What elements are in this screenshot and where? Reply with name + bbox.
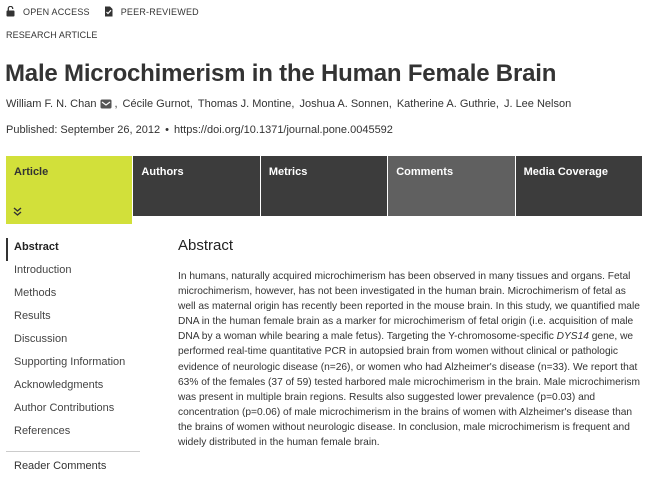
- sidebar-item-references[interactable]: References: [14, 425, 71, 437]
- tab-label: Article: [14, 166, 49, 178]
- double-chevron-down-icon: [13, 207, 22, 216]
- sidebar-item-abstract[interactable]: Abstract: [6, 238, 140, 261]
- tab-label: Authors: [141, 166, 184, 178]
- sidebar-item-acknowledgments[interactable]: Acknowledgments: [14, 379, 104, 391]
- author-name[interactable]: William F. N. Chan: [6, 98, 97, 110]
- author-name[interactable]: J. Lee Nelson: [503, 98, 572, 110]
- author-separator: ,: [291, 98, 295, 110]
- email-icon[interactable]: [100, 99, 112, 109]
- sidebar-item-results[interactable]: Results: [14, 310, 51, 322]
- author-list: [6, 98, 571, 110]
- article-tabs: [6, 156, 642, 216]
- peer-reviewed-icon: [104, 6, 113, 17]
- article-type: RESEARCH ARTICLE: [6, 30, 98, 40]
- tab-media-coverage[interactable]: [516, 156, 642, 216]
- author-name[interactable]: Katherine A. Guthrie: [396, 98, 496, 110]
- tab-label: Comments: [396, 166, 454, 178]
- abstract-heading: Abstract: [178, 237, 234, 254]
- author-name[interactable]: Joshua A. Sonnen: [299, 98, 389, 110]
- peer-reviewed-label: PEER-REVIEWED: [120, 6, 199, 17]
- author-name[interactable]: Cécile Gurnot: [122, 98, 190, 110]
- author-separator: ,: [189, 98, 193, 110]
- gene-name: DYS14: [556, 331, 589, 343]
- open-lock-icon: [6, 6, 15, 17]
- publication-info: [6, 124, 393, 136]
- author-name[interactable]: Thomas J. Montine: [197, 98, 292, 110]
- abstract-text-part: gene, we performed real-time quantitative PCR in autopsied brain from women without clinical or pathologic evidence of neurologic disease (n=26), or women who had Alzheimer's disease (n=33). We report that 63% of the females (37 of 59) tested harbored male microchimerism in the brain. Male microchimerism was present in multiple brain regions. Results also suggested lower prevalence (p=0.03) and concentration (p=0.06) of male microchimerism in the brains of women with Alzheimer's disease than the brains of women without neurologic disease. In conclusion, male microchimerism is frequent and widely distributed in the human female brain.: [178, 331, 641, 449]
- sidebar-item-introduction[interactable]: Introduction: [14, 264, 72, 276]
- sidebar-item-discussion[interactable]: Discussion: [14, 333, 68, 345]
- sidebar-divider: [6, 451, 140, 452]
- open-access-badge: [6, 6, 90, 17]
- tab-metrics[interactable]: [261, 156, 387, 216]
- tab-comments[interactable]: [388, 156, 514, 216]
- tab-authors[interactable]: [133, 156, 259, 216]
- abstract-text: [178, 269, 640, 450]
- peer-reviewed-badge: [104, 6, 199, 17]
- open-access-label: OPEN ACCESS: [23, 6, 90, 17]
- author-separator: ,: [388, 98, 392, 110]
- tab-label: Media Coverage: [523, 166, 608, 178]
- bullet-separator: •: [165, 124, 169, 136]
- badges: [6, 6, 213, 17]
- doi-link[interactable]: https://doi.org/10.1371/journal.pone.0045592: [173, 124, 393, 136]
- abstract-text-part: In humans, naturally acquired microchimerism has been observed in many tissues and organs. Fetal microchimerism, however, has not been investigated in the human brain. Microchimerism of fetal as well as maternal origin has recently been reported in the mouse brain. In this study, we quantified male DNA in the human female brain as a marker for microchimerism of fetal origin (i.e. acquisition of male DNA by a woman while bearing a male fetus). Targeting the Y-chromosome-specific: [178, 271, 640, 343]
- author-separator: ,: [495, 98, 499, 110]
- tab-article[interactable]: [6, 156, 132, 224]
- reader-comments-link[interactable]: Reader Comments: [14, 460, 107, 472]
- author-separator: ,: [114, 98, 118, 110]
- sidebar-item-methods[interactable]: Methods: [14, 287, 57, 299]
- section-nav: [6, 238, 140, 472]
- tab-label: Metrics: [268, 166, 308, 178]
- sidebar-item-author-contributions[interactable]: Author Contributions: [14, 402, 115, 414]
- sidebar-item-supporting-information[interactable]: Supporting Information: [14, 356, 126, 368]
- publication-date: Published: September 26, 2012: [6, 124, 161, 136]
- article-title: Male Microchimerism in the Human Female Brain: [5, 60, 557, 87]
- article-body: [178, 237, 640, 450]
